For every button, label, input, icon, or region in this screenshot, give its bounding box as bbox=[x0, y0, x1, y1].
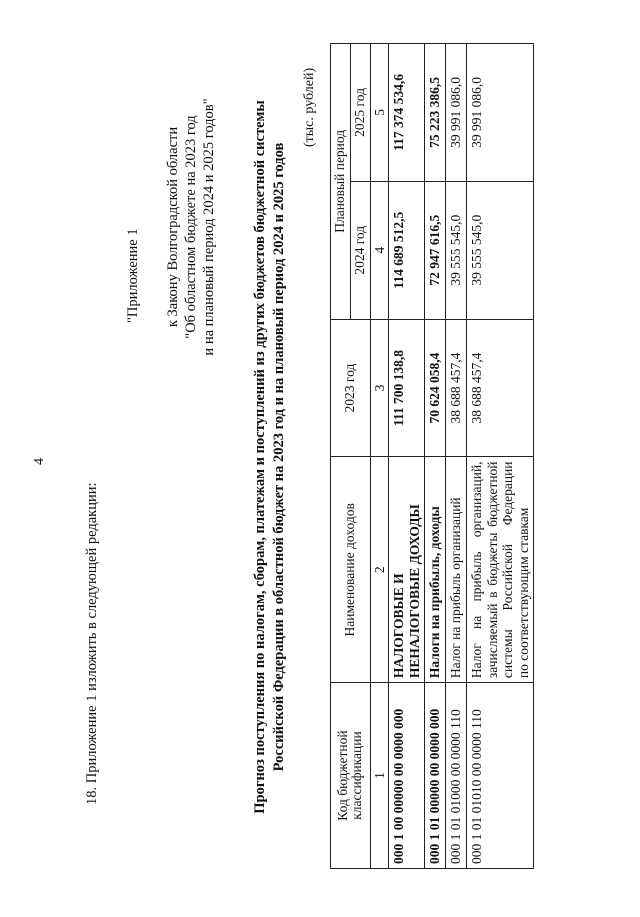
table-row bbox=[467, 44, 534, 869]
table-row bbox=[446, 44, 467, 869]
row-code: 000 1 01 00000 00 0000 000 bbox=[425, 683, 446, 869]
row-name-line: по соответствующим ставкам bbox=[515, 507, 531, 679]
row-value-2025: 117 374 534,6 bbox=[389, 44, 425, 182]
row-value-2023: 111 700 138,8 bbox=[389, 319, 425, 457]
column-numbers-row bbox=[370, 44, 389, 869]
intro-text: 18. Приложение 1 изложить в следующей редакции: bbox=[84, 482, 100, 805]
row-name-line: Налог на прибыль организаций, bbox=[469, 461, 485, 679]
header-2023: 2023 год bbox=[331, 319, 371, 457]
header-plan: Плановый период bbox=[331, 44, 351, 320]
appendix-line-1: к Закону Волгоградской области bbox=[165, 126, 181, 328]
col-number: 5 bbox=[370, 44, 389, 182]
col-number: 4 bbox=[370, 181, 389, 319]
row-value-2025: 75 223 386,5 bbox=[425, 44, 446, 182]
header-name: Наименование доходов bbox=[331, 457, 371, 683]
row-value-2025: 39 991 086,0 bbox=[446, 44, 467, 182]
row-name-line: системы Российской Федерации bbox=[500, 461, 516, 679]
col-number: 1 bbox=[370, 683, 389, 869]
row-value-2024: 72 947 616,5 bbox=[425, 181, 446, 319]
header-code: Код бюджетной классификации bbox=[331, 683, 371, 869]
row-code: 000 1 01 01010 00 0000 110 bbox=[467, 683, 534, 869]
appendix-line-2: "Об областном бюджете на 2023 год bbox=[183, 115, 199, 339]
table-row bbox=[389, 44, 425, 869]
row-name-multiline bbox=[467, 457, 534, 683]
heading-line-2: Российской Федерации в областной бюджет на 2023 год и на плановый период 2024 и 2025 годов bbox=[271, 142, 287, 772]
row-value-2024: 114 689 512,5 bbox=[389, 181, 425, 319]
header-2025: 2025 год bbox=[350, 44, 370, 182]
row-code: 000 1 01 01000 00 0000 110 bbox=[446, 683, 467, 869]
table-row bbox=[425, 44, 446, 869]
row-name: НАЛОГОВЫЕ И НЕНАЛОГОВЫЕ ДОХОДЫ bbox=[389, 457, 425, 683]
row-name: Налоги на прибыль, доходы bbox=[425, 457, 446, 683]
col-number: 2 bbox=[370, 457, 389, 683]
row-name-line: зачисляемый в бюджеты бюджетной bbox=[484, 461, 500, 679]
row-value-2024: 39 555 545,0 bbox=[467, 181, 534, 319]
units-label: (тыс. рублей) bbox=[302, 67, 317, 147]
row-value-2023: 38 688 457,4 bbox=[446, 319, 467, 457]
row-value-2025: 39 991 086,0 bbox=[467, 44, 534, 182]
appendix-title: "Приложение 1 bbox=[125, 228, 141, 323]
row-value-2024: 39 555 545,0 bbox=[446, 181, 467, 319]
row-value-2023: 38 688 457,4 bbox=[467, 319, 534, 457]
heading-line-1: Прогноз поступления по налогам, сборам, платежам и поступлений из других бюджетов бюджетной системы bbox=[252, 100, 268, 814]
col-number: 3 bbox=[370, 319, 389, 457]
row-value-2023: 70 624 058,4 bbox=[425, 319, 446, 457]
revenue-table bbox=[330, 43, 534, 869]
header-2024: 2024 год bbox=[350, 181, 370, 319]
row-code: 000 1 00 00000 00 0000 000 bbox=[389, 683, 425, 869]
appendix-line-3: и на плановый период 2024 и 2025 годов" bbox=[201, 98, 217, 356]
page-number: 4 bbox=[32, 458, 47, 465]
row-name: Налог на прибыль организаций bbox=[446, 457, 467, 683]
